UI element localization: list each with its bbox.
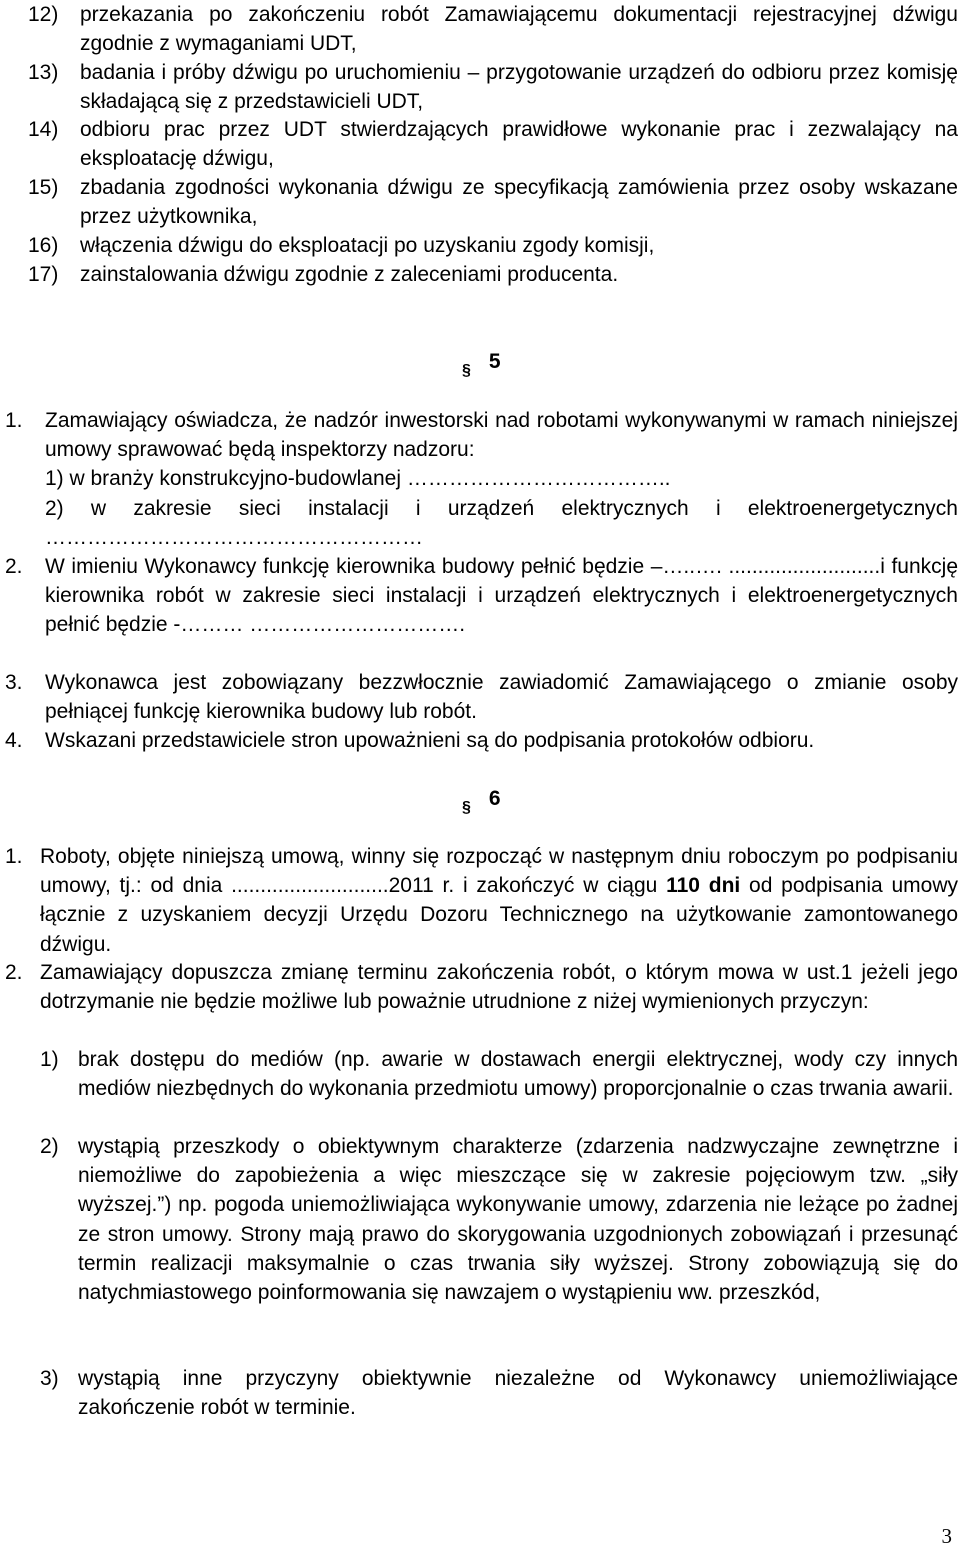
- point-text: W imieniu Wykonawcy funkcję kierownika budowy pełnić będzie –…..…. ..........................i funkcję kierownika robót w zakresie sieci instalacji i urządzeń elektrycznych i elektroenergetycznych pełnić będzie -……… ………………………….: [45, 555, 958, 637]
- paragraph-sign: §: [462, 362, 471, 379]
- subpoint-number: 1): [40, 1048, 59, 1071]
- point-text: Zamawiający oświadcza, że nadzór inwestorski nad robotami wykonywanymi w ramach niniejszej umowy sprawować będą inspektorzy nadzoru:: [45, 409, 958, 462]
- item-number: 17): [28, 263, 59, 286]
- list-item-12: [28, 0, 958, 58]
- section-6-heading: [462, 784, 501, 822]
- point-text-part: od podpisania umowy łącznie z uzyskaniem decyzji Urzędu Dozoru Technicznego na użytkowanie zamontowanego dźwigu.: [40, 874, 959, 956]
- section-6-subpoint-2: [40, 1132, 958, 1307]
- point-text: [40, 842, 958, 959]
- item-text: zbadania zgodności wykonania dźwigu ze specyfikacją zamówienia przez osoby wskazane przez użytkownika,: [80, 176, 958, 229]
- section-6-point-1: [5, 842, 958, 959]
- section-5-heading: [462, 347, 501, 385]
- section-number: 5: [488, 350, 501, 373]
- point-text: Wskazani przedstawiciele stron upoważnieni są do podpisania protokołów odbioru.: [45, 729, 815, 752]
- section-5-point-4: [5, 726, 958, 755]
- inspector-electrical: 2) w zakresie sieci instalacji i urządzeń elektrycznych i elektroenergetycznych ………………………………………………: [45, 496, 958, 549]
- point-number: 2.: [5, 961, 23, 984]
- item-text: przekazania po zakończeniu robót Zamawiającemu dokumentacji rejestracyjnej dźwigu zgodnie z wymaganiami UDT,: [80, 3, 958, 56]
- section-6-subpoint-3: [40, 1364, 958, 1422]
- item-number: 14): [28, 118, 59, 141]
- section-5-point-1: [5, 406, 958, 552]
- inspector-construction: 1) w branży konstrukcyjno-budowlanej ………………………………..: [45, 467, 671, 491]
- item-text: zainstalowania dźwigu zgodnie z zaleceniami producenta.: [80, 263, 619, 286]
- point-number: 1.: [5, 845, 23, 868]
- list-item-15: [28, 173, 958, 231]
- paragraph-sign: §: [462, 799, 471, 816]
- point-number: 1.: [5, 409, 23, 432]
- point-text-part: Roboty, objęte niniejszą umową, winny się rozpocząć w następnym dniu roboczym po podpisaniu umowy, tj.: od dnia ...........................2011 r. i zakończyć w ciągu: [40, 845, 958, 898]
- list-item-14: [28, 115, 958, 173]
- subpoint-number: 3): [40, 1367, 59, 1390]
- item-number: 15): [28, 176, 59, 199]
- item-number: 12): [28, 3, 59, 26]
- section-5-point-2: [5, 552, 958, 640]
- list-item-13: [28, 58, 958, 116]
- item-text: włączenia dźwigu do eksploatacji po uzyskaniu zgody komisji,: [80, 234, 655, 257]
- list-item-16: [28, 231, 958, 260]
- point-text: Wykonawca jest zobowiązany bezzwłocznie zawiadomić Zamawiającego o zmianie osoby pełniącej funkcję kierownika budowy lub robót.: [45, 671, 958, 724]
- point-text: Zamawiający dopuszcza zmianę terminu zakończenia robót, o którym mowa w ust.1 jeżeli jego dotrzymanie nie będzie możliwe lub poważnie utrudnione z niżej wymienionych przyczyn:: [40, 961, 958, 1014]
- list-item-17: [28, 260, 958, 289]
- section-6-subpoint-1: [40, 1045, 958, 1103]
- subpoint-number: 2): [40, 1135, 59, 1158]
- deadline-days: 110 dni: [666, 874, 741, 898]
- point-number: 2.: [5, 555, 23, 578]
- point-number: 4.: [5, 729, 23, 752]
- item-number: 13): [28, 61, 59, 84]
- subpoint-text: wystąpią inne przyczyny obiektywnie niezależne od Wykonawcy uniemożliwiające zakończenie robót w terminie.: [78, 1367, 958, 1420]
- section-5-point-3: [5, 668, 958, 726]
- subpoint-text: brak dostępu do mediów (np. awarie w dostawach energii elektrycznej, wody czy innych mediów niezbędnych do wykonania przedmiotu umowy) proporcjonalnie o czas trwania awarii.: [78, 1048, 958, 1101]
- item-text: odbioru prac przez UDT stwierdzających prawidłowe wykonanie prac i zezwalający na eksploatację dźwigu,: [80, 118, 958, 171]
- section-6-point-2: [5, 958, 958, 1016]
- section-number: 6: [488, 787, 501, 810]
- page-number: 3: [941, 1524, 952, 1548]
- item-text: badania i próby dźwigu po uruchomieniu – przygotowanie urządzeń do odbioru przez komisję składającą się z przedstawicieli UDT,: [80, 61, 958, 114]
- subpoint-text: wystąpią przeszkody o obiektywnym charakterze (zdarzenia nadzwyczajne zewnętrzne i niemożliwe do zapobieżenia a więc mieszczące się w zakresie pojęciowym tzw. „siły wyższej.”) np. pogoda uniemożliwiająca wykonywanie umowy, zdarzenia nie leżące po żadnej ze stron umowy. Strony mają prawo do skorygowania uzgodnionych zobowiązań i przesunąć termin realizacji maksymalnie o czas trwania siły wyższej. Strony zobowiązują się do natychmiastowego poinformowania się nawzajem o wystąpieniu ww. przeszkód,: [78, 1135, 958, 1305]
- point-number: 3.: [5, 671, 23, 694]
- item-number: 16): [28, 234, 59, 257]
